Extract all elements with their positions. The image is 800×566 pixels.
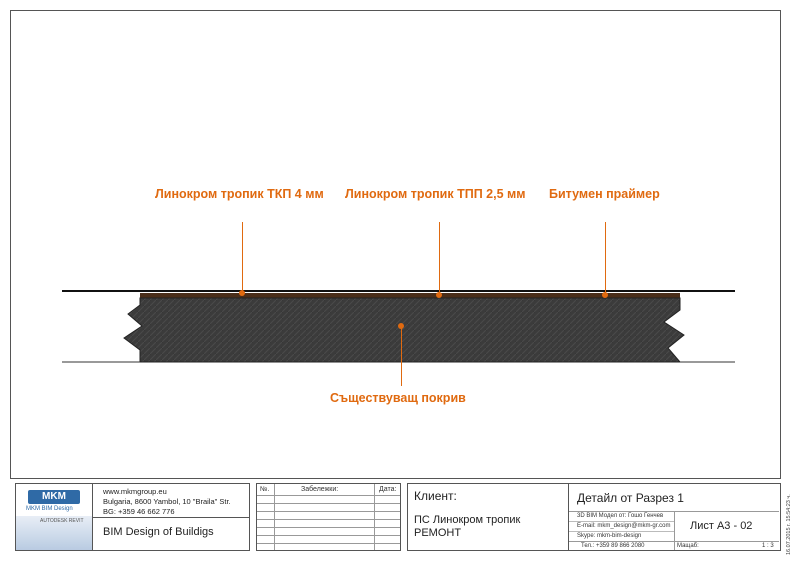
sheet-info-box bbox=[569, 483, 781, 551]
logo-subtitle: MKM BIM Design bbox=[26, 506, 73, 512]
company-address: Bulgaria, 8600 Yambol, 10 "Braila" Str. bbox=[103, 497, 231, 506]
leader-tkp bbox=[242, 222, 243, 293]
leader-primer bbox=[605, 222, 606, 293]
notes-col-no: №. bbox=[260, 486, 270, 493]
scale-value: 1 : 3 bbox=[762, 543, 774, 549]
leader-existing-roof bbox=[401, 326, 402, 386]
leader-dot-tpp bbox=[436, 292, 442, 298]
logo-box bbox=[15, 483, 93, 551]
leader-tpp bbox=[439, 222, 440, 293]
slogan-box bbox=[93, 518, 250, 551]
company-slogan: BIM Design of Buildigs bbox=[103, 526, 214, 538]
client-box bbox=[407, 483, 569, 551]
project-name-line2: РЕМОНТ bbox=[414, 527, 462, 539]
revit-image bbox=[16, 516, 92, 550]
membrane-layer bbox=[140, 293, 680, 298]
print-timestamp: 16.07.2015 г. 15:54:23 ч. bbox=[786, 494, 792, 555]
company-contact-box bbox=[93, 483, 250, 518]
contact-skype: Skype: mkm-bim-design bbox=[577, 533, 642, 539]
project-name-line1: ПС Линокром тропик bbox=[414, 514, 521, 526]
sheet-number: Лист А3 - 02 bbox=[690, 520, 753, 532]
callout-primer: Битумен праймер bbox=[549, 187, 660, 201]
mkm-logo: MKM bbox=[28, 490, 80, 504]
model-author: 3D BIM Модел от: Гошо Генчев bbox=[577, 513, 664, 519]
notes-col-notes: Забележки: bbox=[301, 486, 339, 493]
contact-email[interactable]: E-mail: mkm_design@mkm-gr.com bbox=[577, 523, 671, 529]
notes-col-date: Дата: bbox=[379, 486, 397, 493]
callout-tkp: Линокром тропик ТКП 4 мм bbox=[155, 187, 324, 201]
client-label: Клиент: bbox=[414, 489, 457, 503]
revit-badge: AUTODESK REVIT bbox=[40, 518, 84, 524]
leader-dot-primer bbox=[602, 292, 608, 298]
callout-existing-roof: Съществуващ покрив bbox=[330, 391, 466, 405]
existing-roof-slab bbox=[124, 298, 684, 362]
scale-label: Мащаб: bbox=[677, 543, 699, 549]
notes-table bbox=[256, 483, 401, 551]
leader-dot-tkp bbox=[239, 290, 245, 296]
company-phone: BG: +359 46 662 776 bbox=[103, 507, 175, 516]
contact-tel: Тел.: +359 89 866 2080 bbox=[581, 543, 645, 549]
company-website[interactable]: www.mkmgroup.eu bbox=[103, 487, 167, 496]
callout-tpp: Линокром тропик ТПП 2,5 мм bbox=[345, 187, 526, 201]
sheet-title: Детайл от Разрез 1 bbox=[577, 491, 684, 505]
